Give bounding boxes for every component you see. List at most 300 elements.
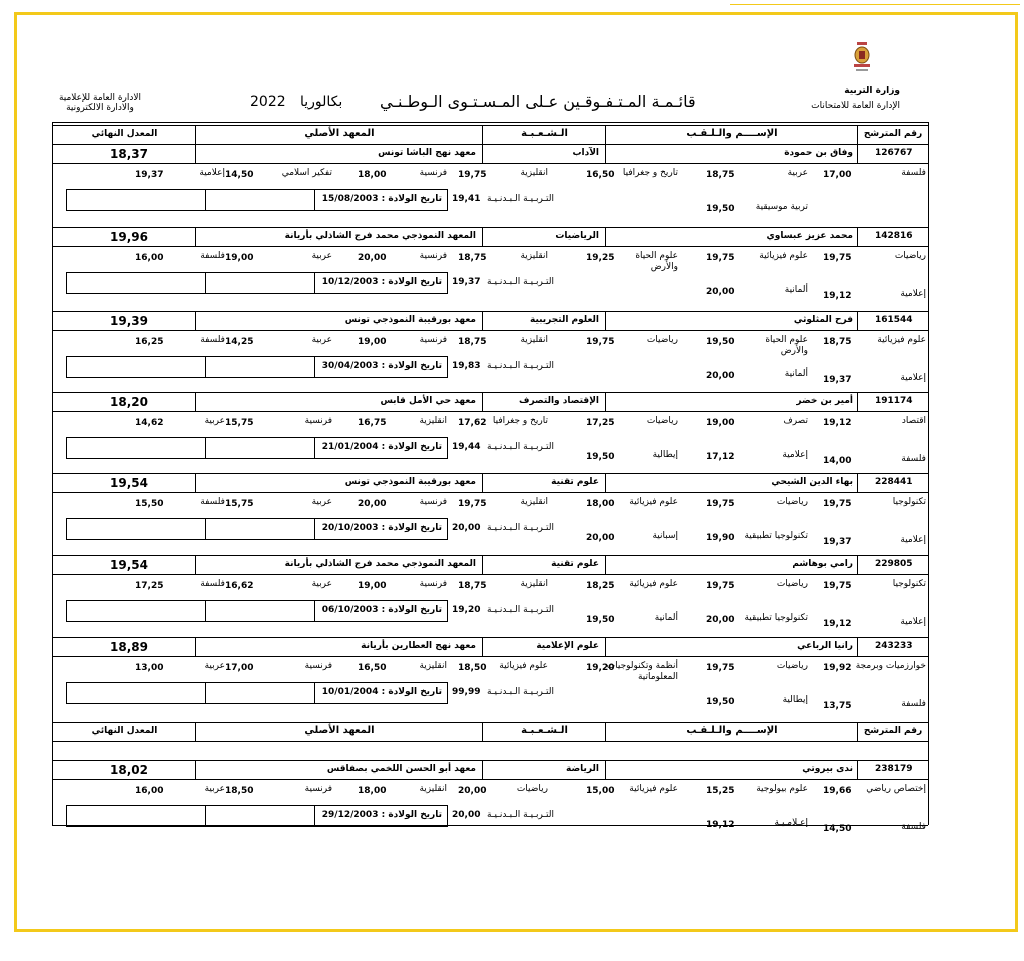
- divider: [52, 574, 928, 575]
- subject-grade: 19,75: [706, 663, 735, 673]
- divider: [52, 473, 928, 474]
- subject-label: علوم الحياة والأرض: [635, 251, 678, 272]
- divider: [482, 227, 483, 246]
- subject-grade: 19,20: [586, 663, 615, 673]
- divider: [52, 330, 928, 331]
- divider: [52, 122, 928, 123]
- final-average: 19,39: [110, 314, 148, 328]
- candidate-institute: معهد نهج العطارين بأريانة: [361, 641, 476, 651]
- subject-label: فلسفة: [200, 335, 225, 345]
- subject-grade: 19,75: [823, 581, 852, 591]
- subject-grade: 19,50: [706, 204, 735, 214]
- it-dept-line1: الادارة العامة للإعلامية: [58, 93, 142, 103]
- subject-label: تاريخ و جغرافيا: [622, 168, 678, 178]
- subject-label: فلسفة: [901, 168, 926, 178]
- divider: [195, 125, 196, 144]
- subject-label: فرنسية: [419, 251, 447, 261]
- subject-grade: 14,62: [135, 418, 164, 428]
- date-of-birth: تاريخ الولادة : 29/12/2003: [321, 810, 442, 820]
- subject-grade: 20,00: [586, 533, 615, 543]
- subject-label: فلسفة: [200, 579, 225, 589]
- subject-label: علوم فيزيائية: [759, 251, 808, 261]
- divider: [205, 805, 206, 827]
- divider: [605, 227, 606, 246]
- divider: [605, 144, 606, 163]
- year-label: 2022: [250, 94, 286, 110]
- pe-grade: 19,44: [452, 442, 481, 452]
- candidate-id: 126767: [875, 148, 913, 158]
- subject-grade: 16,50: [358, 663, 387, 673]
- divider: [857, 760, 858, 779]
- subject-grade: 19,12: [823, 619, 852, 629]
- subject-grade: 15,75: [225, 499, 254, 509]
- subject-label: رياضيات: [776, 497, 808, 507]
- subject-grade: 14,50: [823, 824, 852, 834]
- subject-label: عربية: [311, 251, 332, 261]
- subject-label: علوم بيولوجية: [756, 784, 808, 794]
- subject-grade: 19,75: [586, 337, 615, 347]
- candidate-branch: الإقتصاد والتصرف: [518, 396, 599, 406]
- subject-label: ألمانية: [784, 369, 808, 379]
- subject-grade: 17,25: [586, 418, 615, 428]
- divider: [482, 555, 483, 574]
- subject-label: تصرف: [783, 416, 808, 426]
- candidate-institute: معهد أبو الحسن اللخمي بصفاقس: [326, 764, 476, 774]
- date-of-birth: تاريخ الولادة : 10/12/2003: [321, 277, 442, 287]
- subject-label: إختصاص رياضي: [866, 784, 926, 794]
- pe-grade: 20,00: [452, 523, 481, 533]
- divider: [195, 722, 196, 741]
- pe-grade: 19,83: [452, 361, 481, 371]
- subject-label: رياضيات: [646, 335, 678, 345]
- subject-label: تكنولوجيا: [892, 497, 926, 507]
- column-header-institute: المعهد الأصلي: [304, 128, 375, 139]
- divider: [205, 272, 206, 294]
- subject-label: إعلامية: [900, 617, 926, 627]
- subject-label: انقليزية: [419, 661, 447, 671]
- subject-grade: 19,66: [823, 786, 852, 796]
- subject-grade: 14,50: [225, 170, 254, 180]
- subject-grade: 18,75: [458, 581, 487, 591]
- divider: [605, 637, 606, 656]
- subject-label: فلسفة: [901, 822, 926, 832]
- column-header-branch: الـشـعـبـة: [521, 128, 568, 139]
- subject-grade: 18,00: [586, 499, 615, 509]
- pe-label: التـربـيـة الـبـدنـيـة: [487, 442, 555, 452]
- candidate-id: 243233: [875, 641, 913, 651]
- subject-grade: 17,12: [706, 452, 735, 462]
- subject-grade: 19,50: [706, 337, 735, 347]
- pe-label: التـربـيـة الـبـدنـيـة: [487, 361, 555, 371]
- subject-label: رياضيات: [776, 661, 808, 671]
- subject-grade: 18,00: [358, 170, 387, 180]
- subject-grade: 19,37: [823, 375, 852, 385]
- divider: [482, 144, 483, 163]
- pe-grade: 19,37: [452, 277, 481, 287]
- subject-grade: 20,00: [458, 786, 487, 796]
- subject-grade: 19,25: [586, 253, 615, 263]
- divider: [52, 311, 928, 312]
- divider: [52, 637, 928, 638]
- subject-grade: 19,50: [586, 452, 615, 462]
- subject-grade: 17,62: [458, 418, 487, 428]
- divider: [205, 437, 206, 459]
- candidate-branch: علوم تقنية: [551, 477, 599, 487]
- divider: [314, 356, 315, 378]
- ministry-emblem-icon: [848, 40, 876, 78]
- subject-label: إعلامية: [900, 289, 926, 299]
- subject-grade: 19,12: [823, 291, 852, 301]
- divider: [857, 473, 858, 492]
- pe-grade: 99,99: [452, 687, 481, 697]
- subject-grade: 14,00: [823, 456, 852, 466]
- column-header-final: المعدل النهائي: [91, 129, 158, 139]
- subject-grade: 13,75: [823, 701, 852, 711]
- column-header-final: المعدل النهائي: [91, 726, 158, 736]
- pe-label: التـربـيـة الـبـدنـيـة: [487, 277, 555, 287]
- subject-grade: 18,75: [458, 253, 487, 263]
- subject-grade: 16,00: [135, 253, 164, 263]
- exams-dept-label: الإدارة العامة للامتحانات: [811, 101, 900, 111]
- column-header-name: الإســــم والـلـقـب: [686, 128, 778, 139]
- candidate-branch: الآداب: [572, 148, 599, 158]
- subject-grade: 19,75: [458, 499, 487, 509]
- divider: [195, 144, 196, 163]
- subject-label: إيطالية: [782, 695, 808, 705]
- subject-label: علوم فيزيائية: [629, 784, 678, 794]
- subject-label: فرنسية: [304, 784, 332, 794]
- subject-grade: 19,37: [135, 170, 164, 180]
- subject-label: خوارزميات وبرمجة: [855, 661, 926, 671]
- candidate-institute: معهد نهج الباشا تونس: [378, 148, 476, 158]
- subject-grade: 20,00: [706, 615, 735, 625]
- subject-grade: 18,75: [458, 337, 487, 347]
- candidate-id: 228441: [875, 477, 913, 487]
- candidate-institute: المعهد النموذجي محمد فرج الشاذلي بأريانة: [284, 231, 476, 241]
- subject-grade: 19,75: [823, 499, 852, 509]
- divider: [52, 656, 928, 657]
- subject-grade: 15,75: [225, 418, 254, 428]
- divider: [195, 392, 196, 411]
- subject-grade: 18,75: [823, 337, 852, 347]
- subject-label: عربية: [311, 497, 332, 507]
- pe-label: التـربـيـة الـبـدنـيـة: [487, 194, 555, 204]
- subject-label: إسبانية: [652, 531, 678, 541]
- subject-grade: 16,25: [135, 337, 164, 347]
- divider: [314, 682, 315, 704]
- subject-grade: 14,25: [225, 337, 254, 347]
- subject-label: فلسفة: [200, 251, 225, 261]
- pe-label: التـربـيـة الـبـدنـيـة: [487, 523, 555, 533]
- column-header-name: الإســــم والـلـقـب: [686, 725, 778, 736]
- divider: [52, 392, 928, 393]
- divider: [195, 555, 196, 574]
- pe-grade: 20,00: [452, 810, 481, 820]
- subject-grade: 20,00: [358, 253, 387, 263]
- page-title: قائـمـة المـتـفـوقـين عـلى المـسـتـوى الـوطـنـي: [380, 92, 696, 111]
- subject-grade: 19,50: [586, 615, 615, 625]
- subject-label: علوم فيزيائية: [499, 661, 548, 671]
- subject-label: عربية: [311, 335, 332, 345]
- subject-label: فلسفة: [200, 497, 225, 507]
- subject-grade: 19,90: [706, 533, 735, 543]
- divider: [605, 125, 606, 144]
- pe-grade: 19,41: [452, 194, 481, 204]
- column-header-institute: المعهد الأصلي: [304, 725, 375, 736]
- subject-label: عربية: [204, 784, 225, 794]
- subject-label: ألمانية: [784, 285, 808, 295]
- subject-label: تكنولوجيا تطبيقية: [744, 613, 808, 623]
- candidate-institute: معهد حي الأمل قابس: [380, 396, 476, 406]
- candidate-branch: علوم الإعلامية: [536, 641, 599, 651]
- subject-label: انقليزية: [520, 579, 548, 589]
- subject-grade: 18,25: [586, 581, 615, 591]
- divider: [52, 227, 928, 228]
- candidate-name: وفاق بن حمودة: [784, 148, 853, 158]
- divider: [482, 722, 483, 741]
- subject-grade: 19,37: [823, 537, 852, 547]
- divider: [205, 518, 206, 540]
- subject-label: فرنسية: [304, 661, 332, 671]
- date-of-birth: تاريخ الولادة : 30/04/2003: [321, 361, 442, 371]
- divider: [482, 760, 483, 779]
- subject-label: إعلامية: [900, 373, 926, 383]
- divider: [482, 637, 483, 656]
- pe-grade: 19,20: [452, 605, 481, 615]
- divider: [52, 779, 928, 780]
- column-header-branch: الـشـعـبـة: [521, 725, 568, 736]
- divider: [857, 722, 858, 741]
- candidate-branch: علوم تقنية: [551, 559, 599, 569]
- final-average: 18,37: [110, 147, 148, 161]
- subject-grade: 16,00: [135, 786, 164, 796]
- subject-label: فرنسية: [304, 416, 332, 426]
- date-of-birth: تاريخ الولادة : 06/10/2003: [321, 605, 442, 615]
- subject-grade: 16,50: [586, 170, 615, 180]
- divider: [52, 741, 928, 742]
- subject-label: اقتصاد: [901, 416, 926, 426]
- column-header-id: رقم المترشح: [863, 129, 923, 139]
- date-of-birth: تاريخ الولادة : 10/01/2004: [321, 687, 442, 697]
- divider: [52, 411, 928, 412]
- subject-label: علوم فيزيائية: [629, 579, 678, 589]
- final-average: 19,54: [110, 476, 148, 490]
- exam-label: بكالوريا: [300, 94, 343, 110]
- divider: [857, 227, 858, 246]
- divider: [482, 125, 483, 144]
- candidate-id: 238179: [875, 764, 913, 774]
- divider: [52, 163, 928, 164]
- ministry-label: وزارة التربية: [844, 86, 900, 96]
- final-average: 18,89: [110, 640, 148, 654]
- subject-label: فلسفة: [901, 699, 926, 709]
- pe-label: التـربـيـة الـبـدنـيـة: [487, 810, 555, 820]
- subject-grade: 17,00: [823, 170, 852, 180]
- candidate-name: محمد عزيز عبساوي: [766, 231, 853, 241]
- subject-grade: 15,25: [706, 786, 735, 796]
- subject-grade: 19,12: [706, 820, 735, 830]
- subject-grade: 19,75: [706, 253, 735, 263]
- divider: [195, 311, 196, 330]
- subject-grade: 19,75: [458, 170, 487, 180]
- pe-label: التـربـيـة الـبـدنـيـة: [487, 687, 555, 697]
- subject-label: فرنسية: [419, 579, 447, 589]
- divider: [205, 600, 206, 622]
- subject-grade: 19,00: [358, 337, 387, 347]
- final-average: 19,96: [110, 230, 148, 244]
- divider: [605, 722, 606, 741]
- final-average: 18,20: [110, 395, 148, 409]
- subject-label: إعلامية: [199, 168, 225, 178]
- final-average: 18,02: [110, 763, 148, 777]
- subject-grade: 18,50: [458, 663, 487, 673]
- subject-grade: 19,50: [706, 697, 735, 707]
- subject-grade: 19,75: [706, 499, 735, 509]
- subject-label: انقليزية: [520, 497, 548, 507]
- divider: [605, 392, 606, 411]
- candidate-institute: معهد بورقيبة النموذجي تونس: [344, 315, 476, 325]
- divider: [195, 760, 196, 779]
- it-dept-line2: والادارة الالكترونية: [66, 103, 134, 113]
- subject-grade: 20,00: [706, 371, 735, 381]
- divider: [314, 272, 315, 294]
- candidate-id: 191174: [875, 396, 913, 406]
- subject-label: انقليزية: [520, 168, 548, 178]
- candidate-id: 229805: [875, 559, 913, 569]
- divider: [52, 144, 928, 145]
- subject-label: تربية موسيقية: [755, 202, 808, 212]
- candidate-id: 161544: [875, 315, 913, 325]
- divider: [52, 722, 928, 723]
- subject-label: إعلامية: [900, 535, 926, 545]
- subject-label: رياضيات: [776, 579, 808, 589]
- subject-grade: 16,75: [358, 418, 387, 428]
- divider: [605, 760, 606, 779]
- subject-label: علوم فيزيائية: [629, 497, 678, 507]
- subject-label: تاريخ و جغرافيا: [492, 416, 548, 426]
- subject-label: انقليزية: [419, 416, 447, 426]
- divider: [195, 473, 196, 492]
- divider: [314, 518, 315, 540]
- divider: [857, 392, 858, 411]
- candidate-id: 142816: [875, 231, 913, 241]
- divider: [482, 392, 483, 411]
- subject-grade: 17,25: [135, 581, 164, 591]
- candidate-institute: المعهد النموذجي محمد فرج الشاذلي بأريانة: [284, 559, 476, 569]
- column-header-id: رقم المترشح: [863, 726, 923, 736]
- candidate-name: رانيا الرباعي: [797, 641, 853, 651]
- subject-label: تكنولوجيا: [892, 579, 926, 589]
- page-border-top: [730, 4, 1020, 9]
- subject-grade: 19,75: [823, 253, 852, 263]
- divider: [52, 760, 928, 761]
- subject-label: إعلامية: [782, 450, 808, 460]
- subject-label: عربية: [204, 661, 225, 671]
- subject-label: علوم فيزيائية: [877, 335, 926, 345]
- pe-label: التـربـيـة الـبـدنـيـة: [487, 605, 555, 615]
- candidate-name: ندى بيروتي: [802, 764, 853, 774]
- subject-label: عربية: [787, 168, 808, 178]
- candidate-name: بهاء الدين الشيحي: [771, 477, 853, 487]
- subject-label: إيطالية: [652, 450, 678, 460]
- subject-label: انقليزية: [520, 335, 548, 345]
- divider: [482, 473, 483, 492]
- candidate-branch: العلوم التجريبية: [530, 315, 599, 325]
- divider: [314, 189, 315, 211]
- divider: [314, 437, 315, 459]
- subject-label: رياضيات: [646, 416, 678, 426]
- candidate-branch: الرياضيات: [555, 231, 599, 241]
- date-of-birth: تاريخ الولادة : 21/01/2004: [321, 442, 442, 452]
- divider: [314, 600, 315, 622]
- divider: [205, 682, 206, 704]
- subject-label: عربية: [311, 579, 332, 589]
- candidate-institute: معهد بورقيبة النموذجي تونس: [344, 477, 476, 487]
- subject-label: فرنسية: [419, 497, 447, 507]
- divider: [205, 356, 206, 378]
- subject-grade: 19,12: [823, 418, 852, 428]
- candidate-name: فرح المثلوثي: [793, 315, 853, 325]
- divider: [314, 805, 315, 827]
- subject-label: أنظمة وتكنولوجيات المعلوماتية: [606, 661, 678, 682]
- subject-label: تكنولوجيا تطبيقية: [744, 531, 808, 541]
- divider: [195, 227, 196, 246]
- subject-label: إعـلامـيـة: [774, 818, 808, 828]
- subject-grade: 20,00: [358, 499, 387, 509]
- subject-grade: 18,00: [358, 786, 387, 796]
- subject-grade: 15,50: [135, 499, 164, 509]
- divider: [205, 189, 206, 211]
- divider: [928, 122, 929, 825]
- candidate-name: رامي بوهاشم: [792, 559, 853, 569]
- subject-grade: 15,00: [586, 786, 615, 796]
- final-average: 19,54: [110, 558, 148, 572]
- subject-grade: 18,75: [706, 170, 735, 180]
- subject-grade: 19,75: [706, 581, 735, 591]
- subject-label: تفكير اسلامي: [281, 168, 332, 178]
- subject-label: ألمانية: [654, 613, 678, 623]
- divider: [482, 311, 483, 330]
- subject-label: فلسفة: [901, 454, 926, 464]
- divider: [195, 637, 196, 656]
- subject-label: علوم الحياة والأرض: [765, 335, 808, 356]
- subject-label: انقليزية: [419, 784, 447, 794]
- divider: [857, 555, 858, 574]
- subject-grade: 19,92: [823, 663, 852, 673]
- subject-label: رياضيات: [516, 784, 548, 794]
- divider: [605, 555, 606, 574]
- subject-grade: 13,00: [135, 663, 164, 673]
- subject-label: رياضيات: [894, 251, 926, 261]
- divider: [52, 492, 928, 493]
- divider: [857, 637, 858, 656]
- subject-label: انقليزية: [520, 251, 548, 261]
- subject-grade: 16,62: [225, 581, 254, 591]
- divider: [857, 311, 858, 330]
- divider: [857, 125, 858, 144]
- subject-label: عربية: [204, 416, 225, 426]
- subject-grade: 17,00: [225, 663, 254, 673]
- date-of-birth: تاريخ الولادة : 15/08/2003: [321, 194, 442, 204]
- subject-grade: 20,00: [706, 287, 735, 297]
- divider: [52, 555, 928, 556]
- subject-grade: 19,00: [225, 253, 254, 263]
- divider: [52, 125, 928, 126]
- divider: [857, 144, 858, 163]
- subject-grade: 18,50: [225, 786, 254, 796]
- divider: [52, 246, 928, 247]
- divider: [605, 311, 606, 330]
